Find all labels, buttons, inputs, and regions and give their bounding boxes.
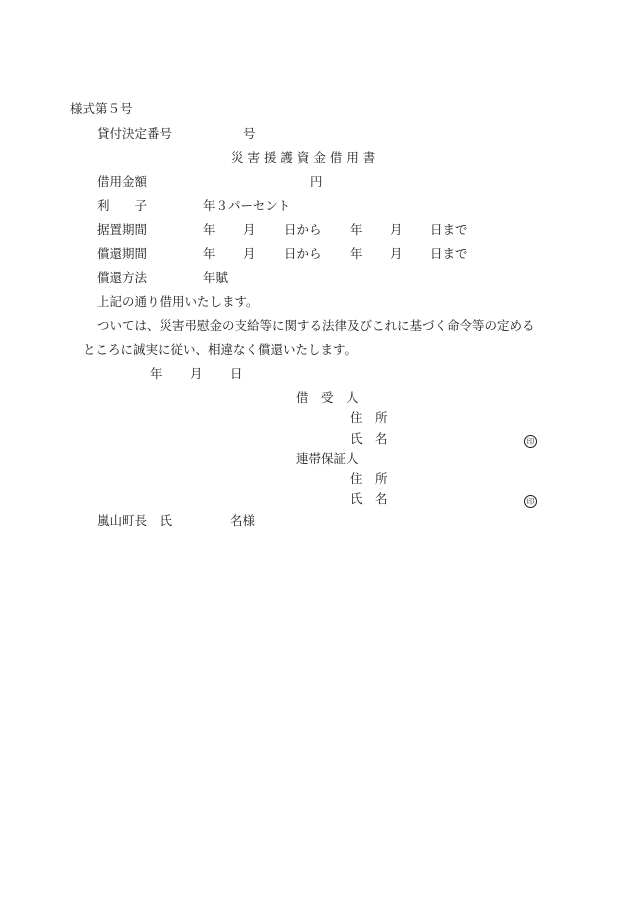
repayment-day-to: 日まで bbox=[430, 246, 468, 261]
guarantor-heading: 連帯保証人 bbox=[296, 451, 359, 466]
addressee-title: 嵐山町長 氏 bbox=[97, 513, 173, 528]
repayment-month2: 月 bbox=[390, 246, 403, 261]
interest-label: 利 子 bbox=[97, 198, 148, 213]
statement-2-line-1: ついては、災害弔慰金の支給等に関する法律及びこれに基づく命令等の定める bbox=[97, 318, 535, 333]
borrower-seal bbox=[524, 432, 537, 448]
repayment-month: 月 bbox=[243, 246, 256, 261]
seal-icon: 印 bbox=[524, 495, 537, 508]
deferment-year: 年 bbox=[203, 222, 216, 237]
guarantor-address-label: 住 所 bbox=[350, 471, 388, 486]
borrower-name-label: 氏 名 bbox=[350, 431, 388, 446]
deferment-label: 据置期間 bbox=[97, 222, 148, 237]
date-year: 年 bbox=[150, 366, 163, 381]
seal-icon: 印 bbox=[524, 435, 537, 448]
amount-label: 借用金額 bbox=[97, 174, 148, 189]
deferment-month: 月 bbox=[243, 222, 256, 237]
deferment-month2: 月 bbox=[390, 222, 403, 237]
method-value: 年賦 bbox=[203, 270, 229, 285]
guarantor-seal bbox=[524, 492, 537, 508]
date-day: 日 bbox=[230, 366, 243, 381]
statement-2-line-2: ところに誠実に従い、相違なく償還いたします。 bbox=[83, 342, 358, 357]
date-month: 月 bbox=[190, 366, 203, 381]
addressee-suffix: 名様 bbox=[230, 513, 256, 528]
repayment-day-from: 日から bbox=[284, 246, 322, 261]
amount-unit: 円 bbox=[310, 174, 323, 189]
document-title: 災 害 援 護 資 金 借 用 書 bbox=[231, 150, 376, 165]
borrower-heading: 借 受 人 bbox=[296, 390, 359, 405]
deferment-day-from: 日から bbox=[284, 222, 322, 237]
borrower-address-label: 住 所 bbox=[350, 410, 388, 425]
loan-decision-label: 貸付決定番号 bbox=[97, 126, 173, 141]
interest-value: 年３パーセント bbox=[203, 198, 291, 213]
loan-decision-suffix: 号 bbox=[243, 126, 256, 141]
method-label: 償還方法 bbox=[97, 270, 148, 285]
guarantor-name-label: 氏 名 bbox=[350, 491, 388, 506]
statement-1: 上記の通り借用いたします。 bbox=[97, 294, 259, 309]
deferment-year2: 年 bbox=[350, 222, 363, 237]
repayment-label: 償還期間 bbox=[97, 246, 148, 261]
repayment-year2: 年 bbox=[350, 246, 363, 261]
deferment-day-to: 日まで bbox=[430, 222, 468, 237]
form-number: 様式第５号 bbox=[70, 101, 133, 116]
repayment-year: 年 bbox=[203, 246, 216, 261]
